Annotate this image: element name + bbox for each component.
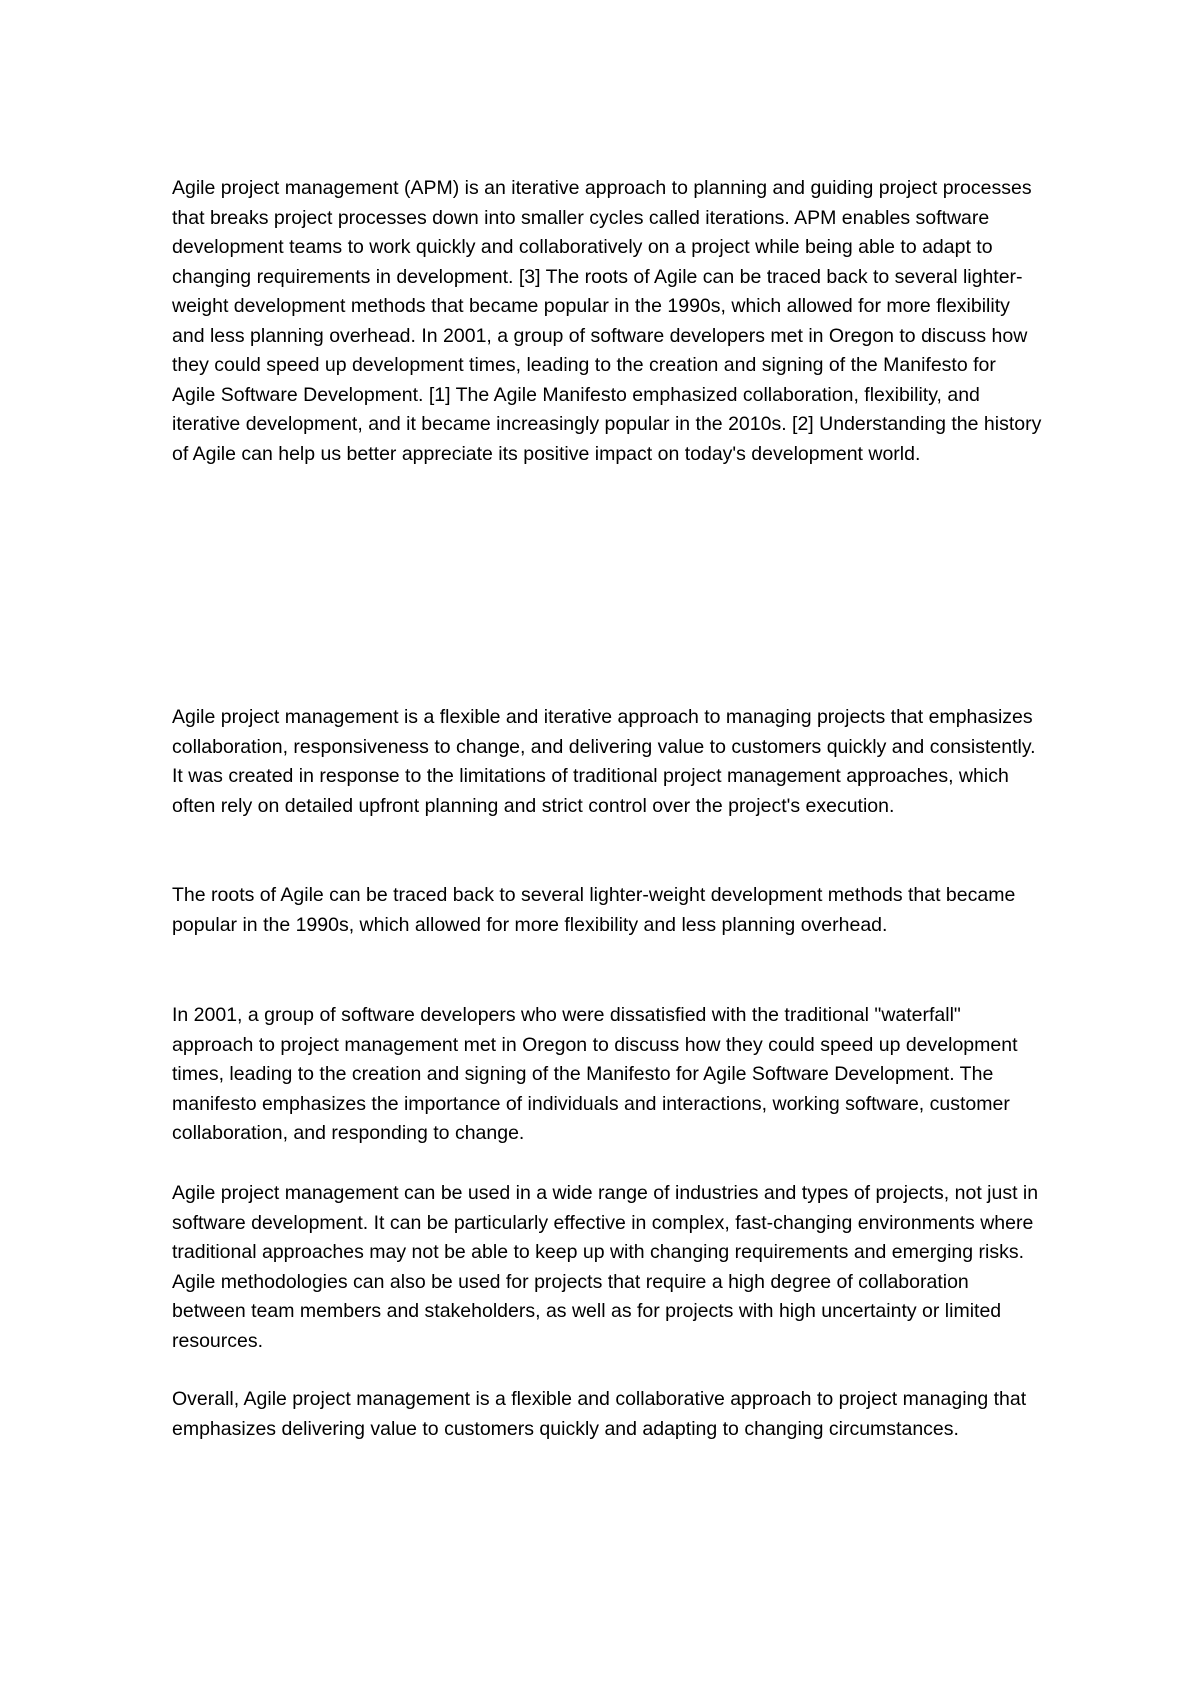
paragraph-agile-summary: Overall, Agile project management is a flexible and collaborative approach to project managing that emphasizes delivering value to customers quickly and adapting to changing circumstances. [172, 1388, 1027, 1440]
paragraph-agile-manifesto: In 2001, a group of software developers who were dissatisfied with the traditional "waterfall" approach to project management met in Oregon to discuss how they could speed up development times, leading to the creation and signing of the Manifesto for Agile Software Development. The manifesto emphasizes the importance of individuals and interactions, working software, customer collaboration, and responding to change. [172, 1004, 1018, 1144]
paragraph-apm-intro: Agile project management (APM) is an iterative approach to planning and guiding project processes that breaks project processes down into smaller cycles called iterations. APM enables software development teams to work quickly and collaboratively on a project while being able to adapt to changing requirements in development. [3] The roots of Agile can be traced back to several lighter-weight development methods that became popular in the 1990s, which allowed for more flexibility and less planning overhead. In 2001, a group of software developers met in Oregon to discuss how they could speed up development times, leading to the creation and signing of the Manifesto for Agile Software Development. [1] The Agile Manifesto emphasized collaboration, flexibility, and iterative development, and it became increasingly popular in the 2010s. [2] Understanding the history of Agile can help us better appreciate its positive impact on today's development world. [172, 177, 1042, 465]
paragraph-agile-roots: The roots of Agile can be traced back to several lighter-weight development methods that became popular in the 1990s, which allowed for more flexibility and less planning overhead. [172, 884, 1016, 936]
paragraph-agile-definition: Agile project management is a flexible and iterative approach to managing projects that emphasizes collaboration, responsiveness to change, and delivering value to customers quickly and consistently. It was created in response to the limitations of traditional project management approaches, which often rely on detailed upfront planning and strict control over the project's execution. [172, 706, 1036, 817]
paragraph-agile-applications: Agile project management can be used in a wide range of industries and types of projects, not just in software development. It can be particularly effective in complex, fast-changing environments where traditional approaches may not be able to keep up with changing requirements and emerging risks. Agile methodologies can also be used for projects that require a high degree of collaboration between team members and stakeholders, as well as for projects with high uncertainty or limited resources. [172, 1182, 1039, 1352]
